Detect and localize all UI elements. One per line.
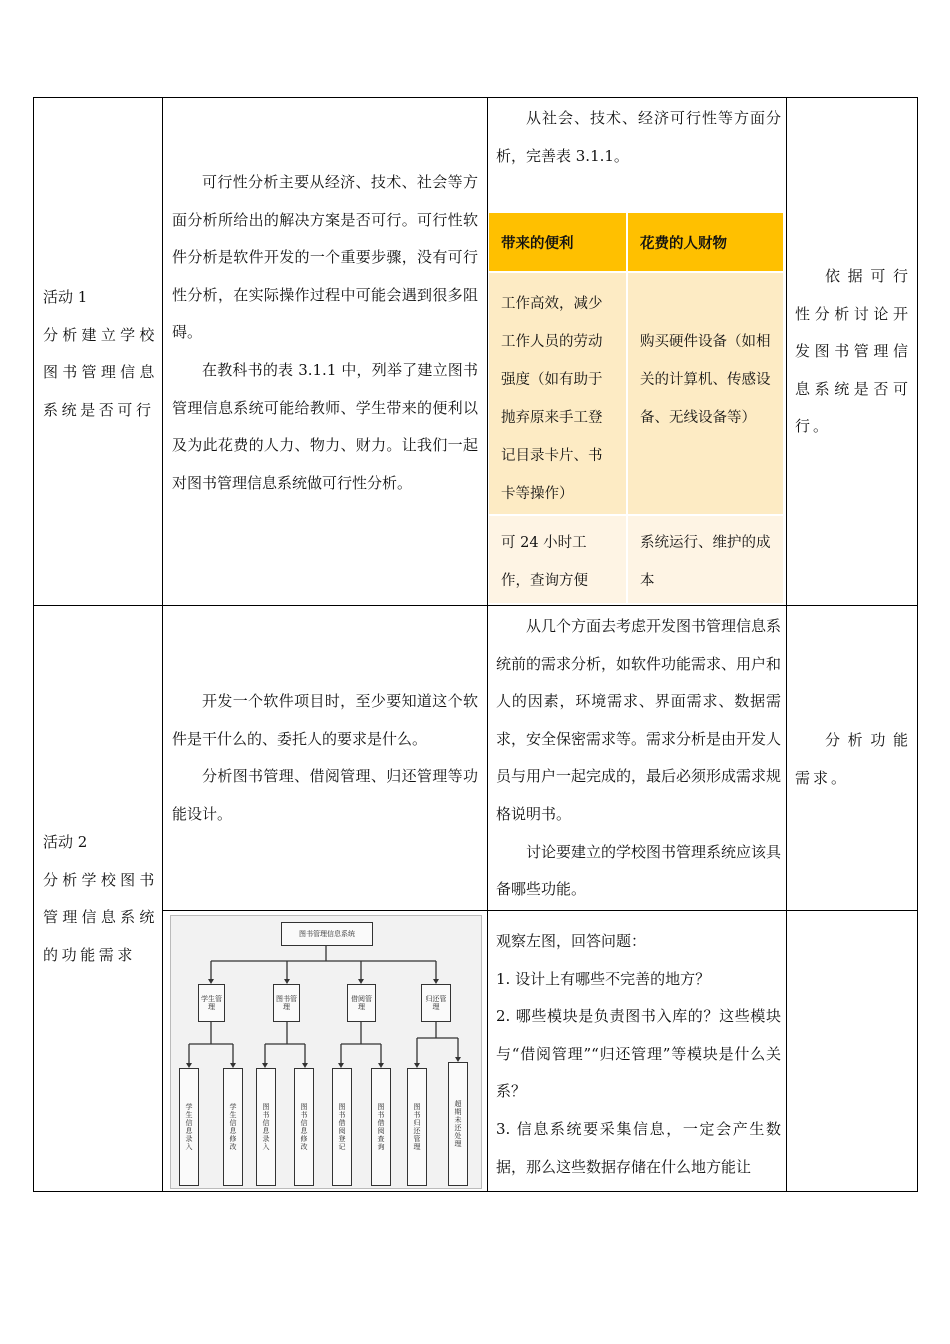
- diagram-leaf-4: 图书信息修改: [294, 1068, 314, 1186]
- diagram-root-node: 图书管理信息系统: [281, 922, 373, 946]
- question-intro: 观察左图，回答问题：: [496, 932, 647, 950]
- activity-2-task-p2: 讨论要建立的学校图书管理系统应该具备哪些功能。: [496, 842, 782, 899]
- table-border-mid2: [163, 910, 918, 911]
- activity-2-intro: [172, 683, 478, 833]
- diagram-module-borrow: 借阅管理: [347, 984, 376, 1022]
- activity-1-task: 从社会、技术、经济可行性等方面分析，完善表 3.1.1。: [496, 109, 781, 165]
- activity-2-questions: [496, 923, 781, 1186]
- feasibility-cell-benefit-1: 工作高效，减少工作人员的劳动强度（如有助于抛弃原来手工登记目录卡片、书卡等操作）: [489, 273, 626, 514]
- activity-1-intro-p2: 在教科书的表 3.1.1 中，列举了建立图书管理信息系统可能给教师、学生带来的便利以及为此花费的人力、物力、财力。让我们一起对图书管理信息系统做可行性分析。: [172, 360, 478, 492]
- feasibility-table: [489, 213, 785, 603]
- diagram-module-student: 学生管理: [198, 984, 225, 1022]
- activity-1-desc: 分析建立学校图书管理信息系统是否可行: [43, 325, 158, 419]
- feasibility-header-benefits: 带来的便利: [489, 213, 626, 271]
- diagram-leaf-3: 图书信息录入: [256, 1068, 276, 1186]
- activity-2-task: [496, 608, 781, 909]
- activity-1-intro: [172, 164, 478, 502]
- activity-2-intent: 分析功能需求。: [795, 731, 911, 787]
- activity-1-intent: 依据可行性分析讨论开发图书管理信息系统是否可行。: [795, 267, 911, 436]
- diagram-module-book: 图书管理: [273, 984, 300, 1022]
- activity-2-intro-p1: 开发一个软件项目时，至少要知道这个软件是干什么的、委托人的要求是什么。: [172, 692, 478, 748]
- activity-1-title: 活动 1: [43, 288, 88, 306]
- feasibility-cell-cost-1: 购买硬件设备（如相关的计算机、传感设备、无线设备等）: [628, 273, 783, 514]
- question-3: 3. 信息系统要采集信息，一定会产生数据，那么这些数据存储在什么地方能让: [496, 1119, 781, 1176]
- table-col-2: [487, 97, 488, 1192]
- table-col-1: [162, 97, 163, 1192]
- diagram-leaf-7: 图书归还管理: [407, 1068, 427, 1186]
- table-border-left: [33, 97, 34, 1192]
- activity-2-task-p1: 从几个方面去考虑开发图书管理信息系统前的需求分析，如软件功能需求、用户和人的因素，环境需求、界面需求、数据需求，安全保密需求等。需求分析是由开发人员与用户一起完成的，最后必须形成需求规格说明书。: [496, 617, 782, 823]
- question-1: 1. 设计上有哪些不完善的地方？: [496, 969, 711, 988]
- diagram-leaf-2: 学生信息修改: [223, 1068, 243, 1186]
- diagram-leaf-1: 学生信息录入: [179, 1068, 199, 1186]
- diagram-module-return: 归还管理: [421, 984, 451, 1022]
- activity-2-intro-p2: 分析图书管理、借阅管理、归还管理等功能设计。: [172, 767, 478, 823]
- activity-2-cell: [43, 824, 158, 974]
- diagram-connectors: [171, 916, 483, 1190]
- activity-1-intro-p1: 可行性分析主要从经济、技术、社会等方面分析所给出的解决方案是否可行。可行性软件分析是软件开发的一个重要步骤，没有可行性分析，在实际操作过程中可能会遇到很多阻碍。: [172, 173, 478, 342]
- diagram-leaf-6: 图书借阅查询: [371, 1068, 391, 1186]
- feasibility-cell-cost-2: 系统运行、维护的成本: [628, 516, 783, 603]
- activity-2-desc: 分析学校图书管理信息系统的功能需求: [43, 870, 158, 964]
- question-2: 2. 哪些模块是负责图书入库的？这些模块与“借阅管理”“归还管理”等模块是什么关系？: [496, 1007, 781, 1101]
- table-border-right: [917, 97, 918, 1192]
- table-col-3: [786, 97, 787, 1192]
- feasibility-cell-benefit-2: 可 24 小时工作，查询方便: [489, 516, 626, 603]
- diagram-leaf-8: 超期未还处理: [448, 1062, 468, 1186]
- feasibility-header-costs: 花费的人财物: [628, 213, 783, 271]
- diagram-leaf-5: 图书借阅登记: [332, 1068, 352, 1186]
- activity-2-title: 活动 2: [43, 833, 88, 851]
- system-structure-diagram: [170, 915, 482, 1189]
- activity-1-cell: [43, 279, 158, 429]
